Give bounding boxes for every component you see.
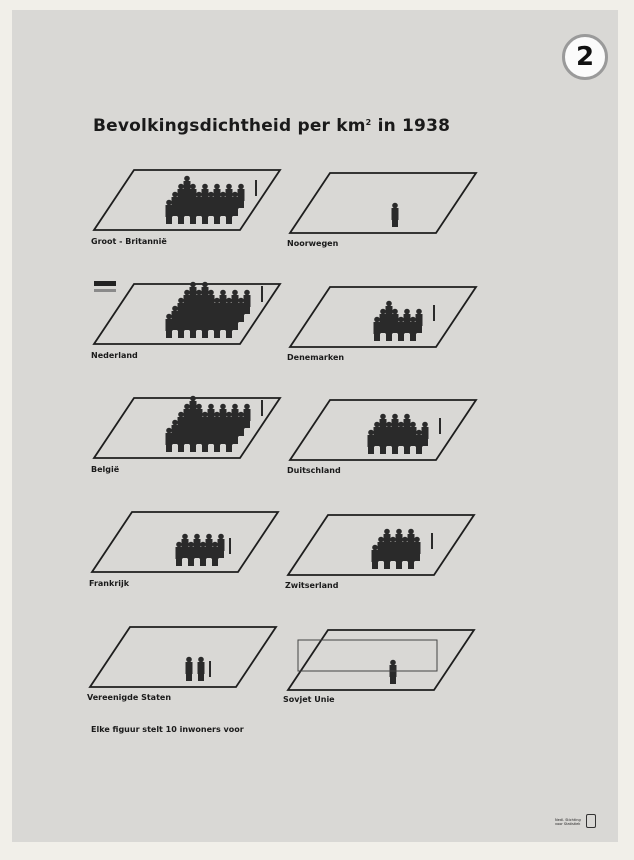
panel-zwitserland: [288, 515, 474, 575]
person-figure: [178, 298, 185, 322]
person-figure: [214, 298, 221, 322]
publisher-logo-icon: [586, 814, 596, 828]
panel-noorwegen: [290, 173, 476, 233]
person-figure: [202, 412, 209, 436]
person-figure: [244, 404, 251, 428]
person-figure: [186, 657, 193, 681]
person-figure: [194, 534, 201, 558]
label-belgi: België: [91, 465, 120, 474]
person-figure: [198, 657, 205, 681]
person-figure: [374, 317, 381, 341]
panel-nederland: [94, 282, 280, 344]
person-figure: [226, 298, 233, 322]
person-figure: [220, 290, 227, 314]
area-square-vereenigde-staten: [90, 627, 276, 687]
person-figure: [380, 414, 387, 438]
person-figure: [166, 200, 173, 224]
label-noorwegen: Noorwegen: [287, 239, 339, 248]
person-figure: [190, 184, 197, 208]
person-figure: [220, 192, 227, 216]
person-figure: [416, 309, 423, 333]
person-figure: [238, 298, 245, 322]
label-denemarken: Denemarken: [287, 353, 345, 362]
flag-stripe-icon: [94, 281, 116, 286]
label-frankrijk: Frankrijk: [89, 579, 130, 588]
person-figure: [226, 184, 233, 208]
person-figure: [404, 414, 411, 438]
partial-figure: [209, 661, 211, 677]
person-figure: [166, 314, 173, 338]
person-figure: [226, 412, 233, 436]
person-figure: [182, 534, 189, 558]
panel-frankrijk: [92, 512, 278, 572]
person-figure: [208, 290, 215, 314]
panel-belgi: [94, 396, 280, 458]
person-figure: [390, 537, 397, 561]
person-figure: [392, 309, 399, 333]
person-figure: [232, 192, 239, 216]
person-figure: [178, 184, 185, 208]
person-figure: [214, 184, 221, 208]
panel-vereenigde-staten: [90, 627, 276, 687]
person-figure: [188, 542, 195, 566]
unit-note: Elke figuur stelt 10 inwoners voor: [91, 725, 244, 734]
partial-figure: [431, 533, 433, 549]
person-figure: [196, 290, 203, 314]
person-figure: [166, 428, 173, 452]
area-square-noorwegen: [290, 173, 476, 233]
person-figure: [392, 203, 399, 227]
person-figure: [410, 317, 417, 341]
person-figure: [202, 184, 209, 208]
label-duitschland: Duitschland: [287, 466, 341, 475]
person-figure: [392, 414, 399, 438]
person-figure: [196, 192, 203, 216]
person-figure: [214, 412, 221, 436]
person-figure: [212, 542, 219, 566]
partial-figure: [261, 286, 263, 302]
partial-figure: [261, 400, 263, 416]
label-groot-britanni: Groot - Britannië: [91, 237, 167, 246]
person-figure: [232, 404, 239, 428]
person-figure: [184, 404, 191, 428]
partial-figure: [229, 538, 231, 554]
chart-title-superscript: 2: [365, 118, 372, 127]
person-figure: [238, 184, 245, 208]
flag-stripe-icon: [94, 289, 116, 292]
person-figure: [184, 290, 191, 314]
person-figure: [184, 176, 191, 200]
person-figure: [206, 534, 213, 558]
panel-sovjet-unie: [288, 630, 474, 690]
person-figure: [372, 545, 379, 569]
label-zwitserland: Zwitserland: [285, 581, 339, 590]
area-square-sovjet-unie: [288, 630, 474, 690]
person-figure: [196, 404, 203, 428]
person-figure: [396, 529, 403, 553]
person-figure: [398, 422, 405, 446]
person-figure: [244, 290, 251, 314]
person-figure: [410, 422, 417, 446]
panel-duitschland: [290, 400, 476, 460]
publisher-credit: Nedl. Stichting voor Statistiek: [555, 818, 581, 826]
person-figure: [368, 430, 375, 454]
person-figure: [202, 282, 209, 306]
person-figure: [384, 529, 391, 553]
label-sovjet-unie: Sovjet Unie: [283, 695, 335, 704]
person-figure: [190, 282, 197, 306]
person-figure: [220, 404, 227, 428]
panel-denemarken: [290, 287, 476, 347]
person-figure: [232, 290, 239, 314]
person-figure: [402, 537, 409, 561]
person-figure: [408, 529, 415, 553]
partial-figure: [433, 305, 435, 321]
person-figure: [398, 317, 405, 341]
person-figure: [374, 422, 381, 446]
page-number-badge: 2: [562, 34, 608, 80]
person-figure: [386, 301, 393, 325]
person-figure: [172, 420, 179, 444]
person-figure: [178, 412, 185, 436]
label-nederland: Nederland: [91, 351, 138, 360]
person-figure: [200, 542, 207, 566]
chart-title-main: Bevolkingsdichtheid per km: [93, 116, 366, 136]
chart-title-year: in 1938: [371, 116, 451, 136]
person-figure: [378, 537, 385, 561]
label-vereenigde-staten: Vereenigde Staten: [87, 693, 172, 702]
panel-groot-britanni: [94, 170, 280, 230]
person-figure: [404, 309, 411, 333]
person-figure: [414, 537, 421, 561]
person-figure: [172, 306, 179, 330]
person-figure: [380, 309, 387, 333]
person-figure: [416, 430, 423, 454]
person-figure: [172, 192, 179, 216]
partial-figure: [255, 180, 257, 196]
person-figure: [238, 412, 245, 436]
person-figure: [390, 660, 397, 684]
person-figure: [208, 192, 215, 216]
person-figure: [218, 534, 225, 558]
person-figure: [176, 542, 183, 566]
person-figure: [208, 404, 215, 428]
partial-figure: [439, 418, 441, 434]
person-figure: [422, 422, 429, 446]
person-figure: [190, 396, 197, 420]
person-figure: [386, 422, 393, 446]
